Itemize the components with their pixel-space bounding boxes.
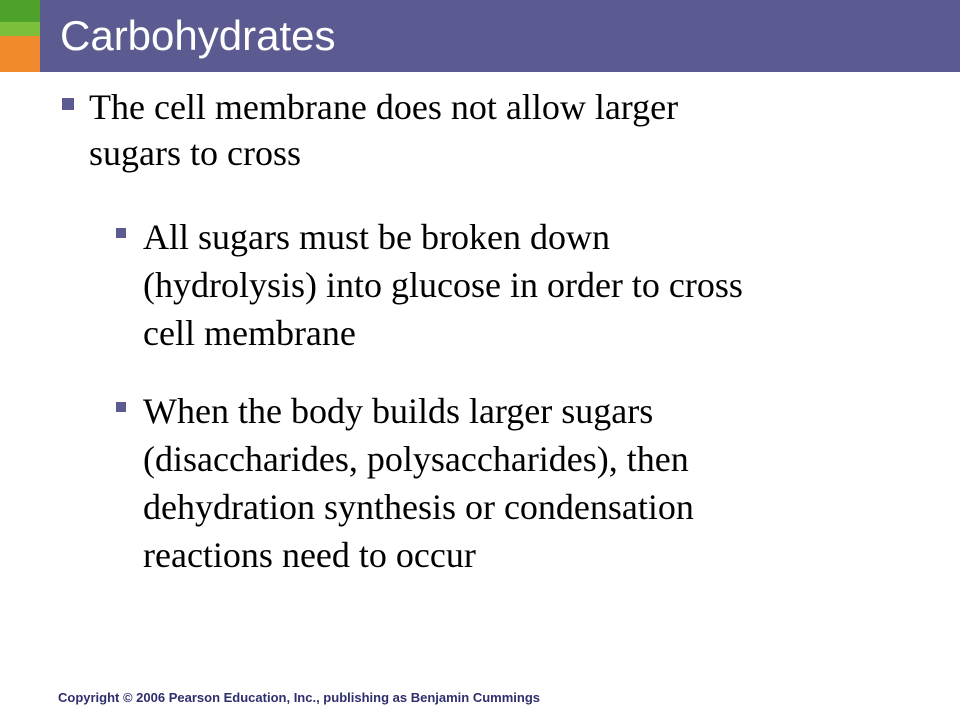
corner-decoration-accent [0, 22, 40, 36]
bullet-item-1 [62, 84, 849, 176]
bullet-text: The cell membrane does not allow larger sugars to cross [89, 87, 679, 173]
corner-decoration-green [0, 0, 40, 22]
copyright-footer: Copyright © 2006 Pearson Education, Inc., publishing as Benjamin Cummings [58, 690, 540, 705]
square-bullet-icon [116, 402, 126, 412]
bullet-item-3 [116, 387, 923, 579]
bullet-item-2 [116, 213, 923, 357]
square-bullet-icon [116, 228, 126, 238]
bullet-text: All sugars must be broken down (hydrolysis) into glucose in order to cross cell membrane [143, 217, 743, 353]
square-bullet-icon [62, 98, 74, 110]
slide-title: Carbohydrates [60, 12, 336, 59]
bullet-text: When the body builds larger sugars (disaccharides, polysaccharides), then dehydration synthesis or condensation reactions need to occur [143, 391, 694, 575]
